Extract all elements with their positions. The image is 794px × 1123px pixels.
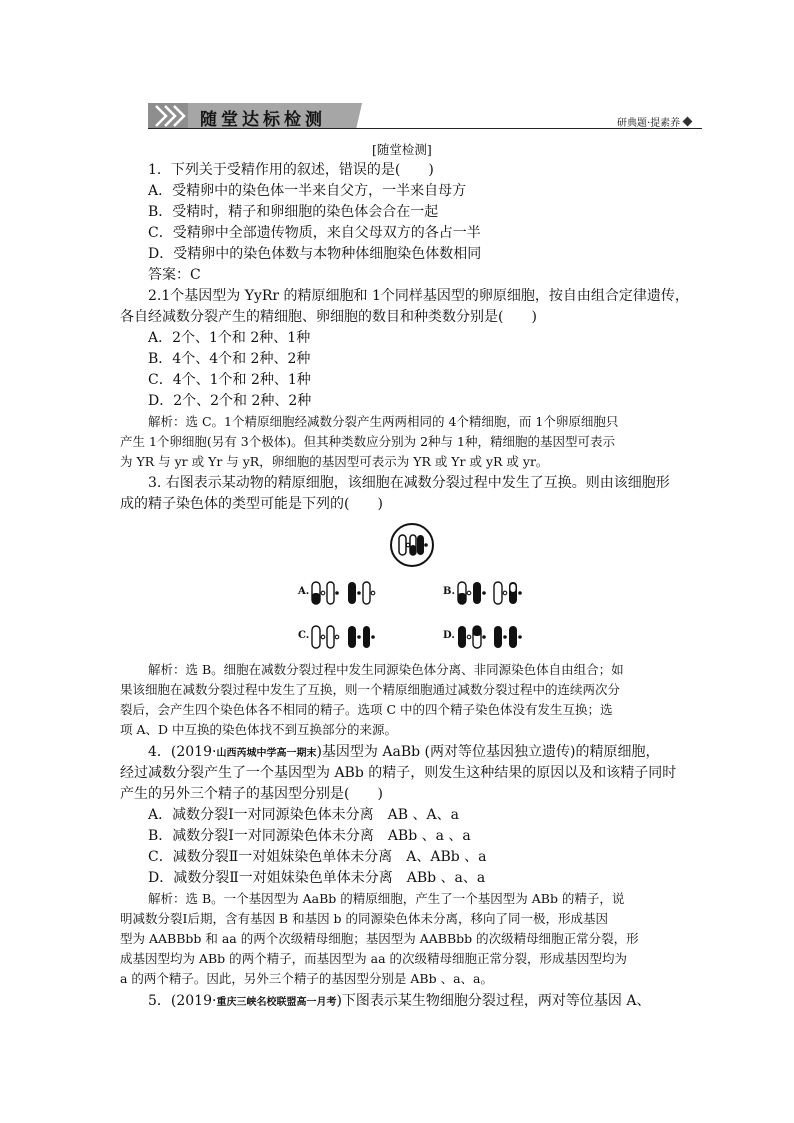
- q4-option-a: A．减数分裂Ⅰ一对同源染色体未分离 AB 、A、a: [148, 807, 459, 823]
- figure-option-b-label: B.: [443, 586, 455, 597]
- q1-option-b: B．受精时，精子和卵细胞的染色体会合在一起: [148, 204, 439, 220]
- figure-option-a-label: A.: [298, 586, 310, 597]
- q3-stem-line1: 3. 右图表示某动物的精原细胞，该细胞在减数分裂过程中发生了互换。则由该细胞形: [148, 475, 670, 491]
- q3-stem-line2: 成的精子染色体的类型可能是下列的( ): [120, 496, 383, 512]
- figure-option-d: [456, 624, 528, 650]
- q3-explanation-line1: 解析：选 B。细胞在减数分裂过程中发生同源染色体分离、非同源染色体自由组合；如: [148, 662, 624, 677]
- figure-option-b: [456, 580, 528, 606]
- q4-source: 山西芮城中学高一期末: [216, 748, 317, 759]
- q3-explanation-line2: 果该细胞在减数分裂过程中发生了互换，则一个精原细胞通过减数分裂过程中的连续两次分: [120, 682, 621, 697]
- q5-prefix: 5．(2019·: [148, 993, 217, 1009]
- q1-answer: 答案：C: [148, 267, 201, 283]
- q2-option-c: C．4个、1个和 2种、1种: [148, 372, 311, 388]
- q2-option-d: D．2个、2个和 2种、2种: [148, 393, 312, 409]
- figure-option-c-label: C.: [298, 630, 310, 641]
- q4-option-d: D．减数分裂Ⅱ一对姐妹染色单体未分离 ABb 、a、a: [148, 870, 486, 886]
- q2-option-a: A．2个、1个和 2种、1种: [148, 330, 311, 346]
- q1-option-c: C．受精卵中全部遗传物质，来自父母双方的各占一半: [148, 225, 481, 241]
- q4-stem-line3: 产生的另外三个精子的基因型分别是( ): [120, 786, 383, 802]
- diamond-icon: [683, 117, 693, 127]
- q4-explanation-line5: a 的两个精子。因此，另外三个精子的基因型分别是 ABb 、a、a。: [120, 971, 493, 986]
- q4-stem-line2: 经过减数分裂产生了一个基因型为 ABb 的精子，则发生这种结果的原因以及和该精子同时: [120, 765, 677, 781]
- q2-stem-line1: 2.1个基因型为 YyRr 的精原细胞和 1个同样基因型的卵原细胞，按自由组合定律遗传，: [148, 288, 689, 304]
- q4-option-b: B．减数分裂Ⅰ一对同源染色体未分离 ABb 、a 、a: [148, 828, 471, 844]
- q4-explanation-line4: 成基因型均为 ABb 的两个精子，而基因型为 aa 的次级精母细胞正常分裂，形成基因型均为: [120, 951, 628, 966]
- brand-text: 研典题·提素养: [617, 118, 681, 129]
- q2-stem-line2: 各自经减数分裂产生的精细胞、卵细胞的数目和种类数分别是( ): [120, 309, 537, 325]
- q2-explanation-line1: 解析：选 C。1个精原细胞经减数分裂产生两两相同的 4个精细胞，而 1个卵原细胞只: [148, 414, 619, 429]
- q3-explanation-line3: 裂后，会产生四个染色体各不相同的精子。选项 C 中的四个精子染色体没有发生互换；选: [120, 702, 613, 717]
- figure-option-a: [310, 580, 380, 606]
- q4-explanation-line2: 明减数分裂Ⅰ后期，含有基因 B 和基因 b 的同源染色体未分离，移向了同一极，形成基因: [120, 911, 609, 926]
- q2-option-b: B．4个、4个和 2种、2种: [148, 351, 311, 367]
- q5-source: 重庆三峡名校联盟高一月考: [216, 997, 337, 1008]
- q2-explanation-line2: 产生 1个卵细胞(另有 3个极体)。但其种类数应分别为 2种与 1种，精细胞的基因型可表示: [120, 434, 615, 449]
- q2-explanation-line3: 为 YR 与 yr 或 Yr 与 yR，卵细胞的基因型可表示为 YR 或 Yr 或 yR 或 yr。: [120, 454, 549, 469]
- q4-option-c: C．减数分裂Ⅱ一对姐妹染色单体未分离 A、ABb 、a: [148, 849, 487, 865]
- figure-option-d-label: D.: [443, 630, 455, 641]
- banner-title: 随堂达标检测: [200, 110, 326, 130]
- q4-explanation-line1: 解析：选 B。一个基因型为 AaBb 的精原细胞，产生了一个基因型为 ABb 的精子，说: [148, 891, 625, 906]
- header-banner: [148, 103, 362, 129]
- q4-explanation-line3: 型为 AABBbb 和 aa 的两个次级精母细胞；基因型为 AABBbb 的次级精母细胞正常分裂，形: [120, 931, 639, 946]
- q1-option-a: A．受精卵中的染色体一半来自父方，一半来自母方: [148, 183, 467, 199]
- section-label: [随堂检测]: [372, 142, 432, 157]
- q4-stem-line1: [148, 743, 659, 763]
- figure-option-c: [310, 624, 380, 650]
- q4-prefix: 4．(2019·: [148, 744, 217, 760]
- q1-stem: 1．下列关于受精作用的叙述，错误的是( ): [148, 162, 434, 178]
- q4-stem-rest: )基因型为 AaBb (两对等位基因独立遗传)的精原细胞，: [316, 744, 660, 760]
- q3-explanation-line4: 项 A、D 中互换的染色体找不到互换部分的来源。: [120, 722, 397, 737]
- brand-tag: [617, 114, 691, 129]
- q1-option-d: D．受精卵中的染色体数与本物种体细胞染色体数相同: [148, 246, 482, 262]
- q5-stem-line1: [148, 992, 650, 1012]
- q5-stem-rest: )下图表示某生物细胞分裂过程，两对等位基因 A、: [336, 993, 651, 1009]
- spermatogonium-figure: [388, 521, 436, 569]
